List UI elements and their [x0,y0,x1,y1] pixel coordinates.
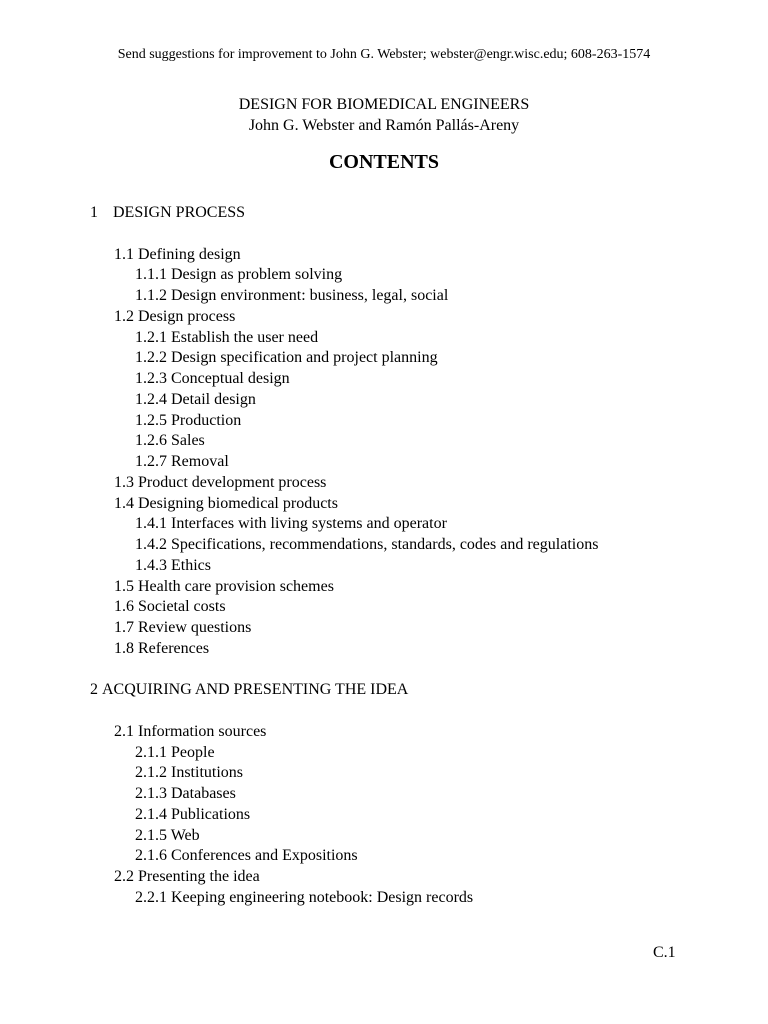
toc-section-entry: 1.5 Health care provision schemes [114,577,334,595]
chapter-heading [90,680,730,701]
chapter-heading [90,203,730,224]
toc-subsection-entry: 2.1.6 Conferences and Expositions [135,847,358,865]
toc-subsection-entry: 1.2.3 Conceptual design [135,370,290,387]
toc-subsection-entry: 1.2.2 Design specification and project planning [135,349,438,367]
header-note: Send suggestions for improvement to John G. Webster; webster@engr.wisc.edu; 608-263-1574 [117,47,651,62]
toc-subsection-entry: 1.2.6 Sales [135,432,205,450]
toc-section-entry: 1.8 References [114,639,210,657]
contents-heading: CONTENTS [328,151,440,173]
toc-subsection-entry: 2.1.3 Databases [135,785,236,802]
toc-section-entry: 2.2 Presenting the idea [114,868,260,885]
toc-subsection-entry: 2.1.1 People [135,743,215,761]
toc-section-entry: 1.6 Societal costs [114,598,226,616]
toc-section-entry: 2.1 Information sources [114,722,267,740]
toc-section-entry: 1.4 Designing biomedical products [114,494,338,512]
toc-subsection-entry: 1.2.7 Removal [135,453,229,470]
toc-subsection-entry: 1.4.1 Interfaces with living systems and operator [135,515,447,533]
table-of-contents [90,203,730,909]
toc-subsection-entry: 2.1.4 Publications [135,805,251,823]
toc-subsection-entry: 1.2.4 Detail design [135,390,256,408]
toc-subsection-entry: 2.1.2 Institutions [135,764,244,782]
chapter-title: ACQUIRING AND PRESENTING THE IDEA [102,681,409,699]
toc-subsection-entry: 1.2.5 Production [135,411,242,429]
toc-section-entry: 1.3 Product development process [114,473,327,491]
chapter-title: DESIGN PROCESS [113,204,246,221]
toc-section-entry: 1.1 Defining design [114,245,241,263]
chapter-number: 1 [90,204,98,221]
book-authors: John G. Webster and Ramón Pallás-Areny [248,117,520,134]
toc-subsection-entry: 1.2.1 Establish the user need [135,328,319,346]
toc-subsection-entry: 2.1.5 Web [135,826,200,844]
chapter-number: 2 [90,681,98,699]
toc-subsection-entry: 1.1.1 Design as problem solving [135,266,343,284]
toc-subsection-entry: 2.2.1 Keeping engineering notebook: Design records [135,888,474,906]
toc-subsection-entry: 1.4.2 Specifications, recommendations, standards, codes and regulations [135,536,599,553]
page-number: C.1 [653,944,676,961]
toc-subsection-entry: 1.4.3 Ethics [135,556,211,574]
toc-subsection-entry: 1.1.2 Design environment: business, legal, social [135,287,449,304]
toc-section-entry: 1.7 Review questions [114,619,252,636]
book-title: DESIGN FOR BIOMEDICAL ENGINEERS [238,96,530,113]
toc-section-entry: 1.2 Design process [114,307,236,325]
title-block [0,94,768,136]
